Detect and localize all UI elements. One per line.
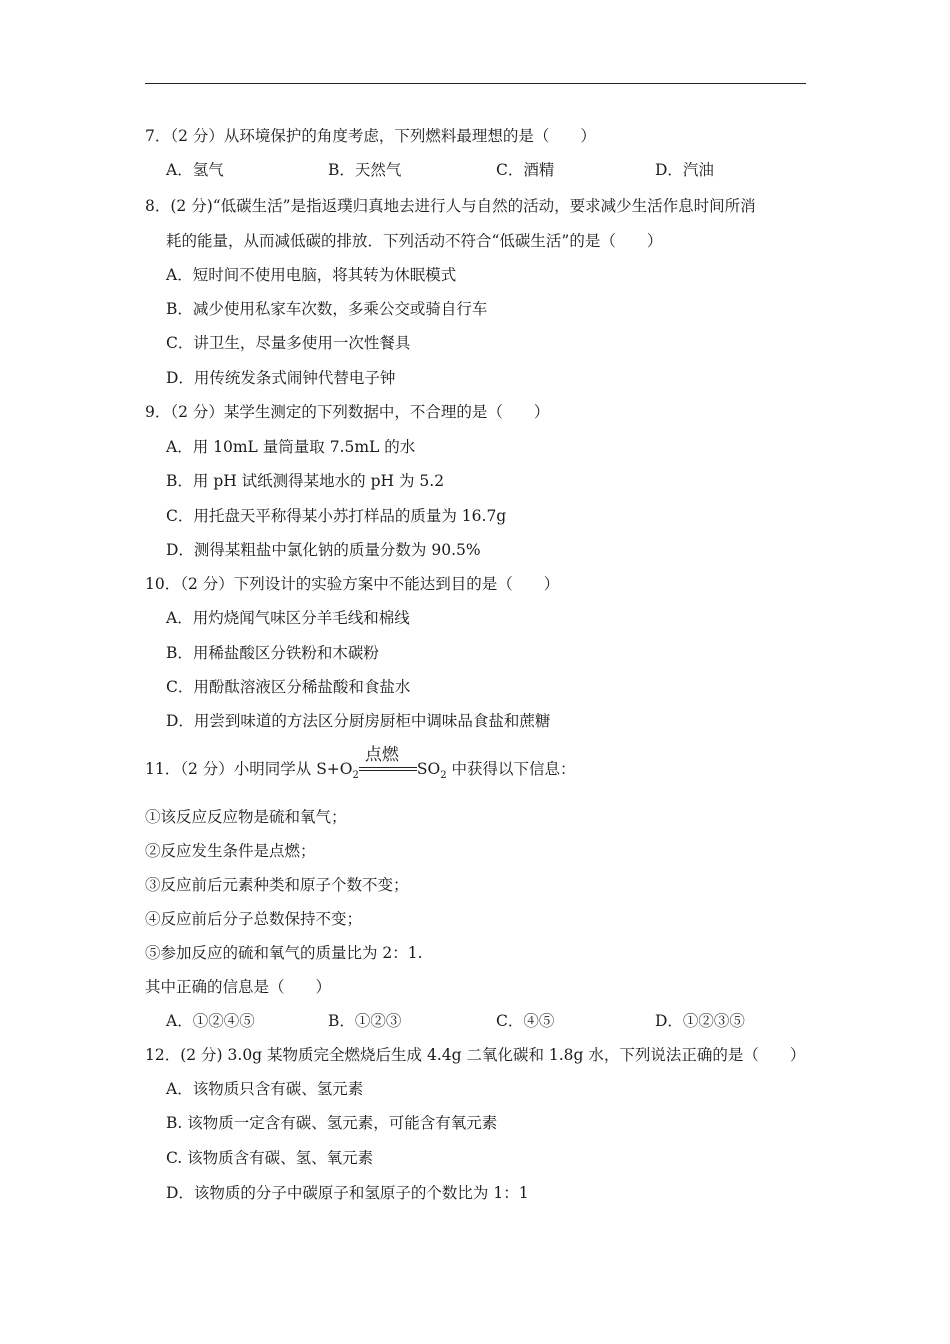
question-11-question: 其中正确的信息是（ ） — [145, 978, 332, 996]
header-rule — [145, 83, 806, 84]
question-8-option-a: A．短时间不使用电脑，将其转为休眠模式 — [166, 266, 457, 284]
question-12-option-b: B. 该物质一定含有碳、氢元素，可能含有氧元素 — [166, 1114, 498, 1132]
question-11-info-1: ①该反应反应物是硫和氧气； — [145, 808, 347, 826]
question-11-info-4: ④反应前后分子总数保持不变； — [145, 910, 363, 928]
question-7-stem: 7．（2 分）从环境保护的角度考虑，下列燃料最理想的是（ ） — [145, 127, 596, 145]
question-9-option-c: C．用托盘天平称得某小苏打样品的质量为 16.7g — [166, 507, 507, 525]
question-9-option-a: A．用 10mL 量筒量取 7.5mL 的水 — [166, 438, 416, 456]
question-10-option-a: A．用灼烧闻气味区分羊毛线和棉线 — [166, 609, 410, 627]
question-8-stem-line-1: 8．(2 分)“低碳生活”是指返璞归真地去进行人与自然的活动，要求减少生活作息时间所消 — [145, 197, 756, 215]
question-10-option-d: D．用尝到味道的方法区分厨房厨柜中调味品食盐和蔗糖 — [166, 712, 551, 730]
question-7-option-c: C．酒精 — [496, 161, 555, 179]
question-11-option-a: A．①②④⑤ — [166, 1012, 255, 1030]
question-12-option-c: C. 该物质含有碳、氢、氧元素 — [166, 1149, 374, 1167]
question-11-info-3: ③反应前后元素种类和原子个数不变； — [145, 876, 409, 894]
question-9-option-d: D．测得某粗盐中氯化钠的质量分数为 90.5% — [166, 541, 481, 559]
question-11-option-c: C．④⑤ — [496, 1012, 555, 1030]
question-9-stem: 9．（2 分）某学生测定的下列数据中，不合理的是（ ） — [145, 403, 550, 421]
question-11-stem — [145, 745, 576, 782]
question-10-option-c: C．用酚酞溶液区分稀盐酸和食盐水 — [166, 678, 411, 696]
question-12-stem: 12．(2 分) 3.0g 某物质完全燃烧后生成 4.4g 二氧化碳和 1.8g 水，下列说法正确的是（ ） — [145, 1046, 806, 1064]
question-10-stem: 10．（2 分）下列设计的实验方案中不能达到目的是（ ） — [145, 575, 560, 593]
question-9-option-b: B．用 pH 试纸测得某地水的 pH 为 5.2 — [166, 472, 445, 490]
question-11-stem-prefix: 11．（2 分）小明同学从 S+O — [145, 760, 353, 778]
o2-subscript: 2 — [352, 770, 359, 782]
reaction-equals-sign — [359, 745, 417, 779]
question-11-info-5: ⑤参加反应的硫和氧气的质量比为 2：1. — [145, 944, 423, 962]
question-12-option-a: A．该物质只含有碳、氢元素 — [166, 1080, 364, 1098]
question-11-stem-suffix: 中获得以下信息： — [446, 760, 576, 778]
question-11-info-2: ②反应发生条件是点燃； — [145, 842, 316, 860]
question-11-option-d: D．①②③⑤ — [655, 1012, 745, 1030]
reaction-product: SO — [416, 760, 441, 778]
reaction-condition: 点燃 — [364, 745, 399, 765]
question-10-option-b: B．用稀盐酸区分铁粉和木碳粉 — [166, 644, 379, 662]
question-7-option-d: D．汽油 — [655, 161, 714, 179]
question-7-option-a: A．氢气 — [166, 161, 224, 179]
question-7-option-b: B．天然气 — [328, 161, 402, 179]
question-12-option-d: D．该物质的分子中碳原子和氢原子的个数比为 1：1 — [166, 1184, 529, 1202]
so2-subscript: 2 — [440, 770, 447, 782]
question-8-option-d: D．用传统发条式闹钟代替电子钟 — [166, 369, 396, 387]
question-8-option-c: C．讲卫生，尽量多使用一次性餐具 — [166, 334, 411, 352]
question-8-option-b: B．减少使用私家车次数，多乘公交或骑自行车 — [166, 300, 488, 318]
question-8-stem-line-2: 耗的能量，从而减低碳的排放．下列活动不符合“低碳生活”的是（ ） — [166, 232, 663, 250]
question-11-option-b: B．①②③ — [328, 1012, 402, 1030]
